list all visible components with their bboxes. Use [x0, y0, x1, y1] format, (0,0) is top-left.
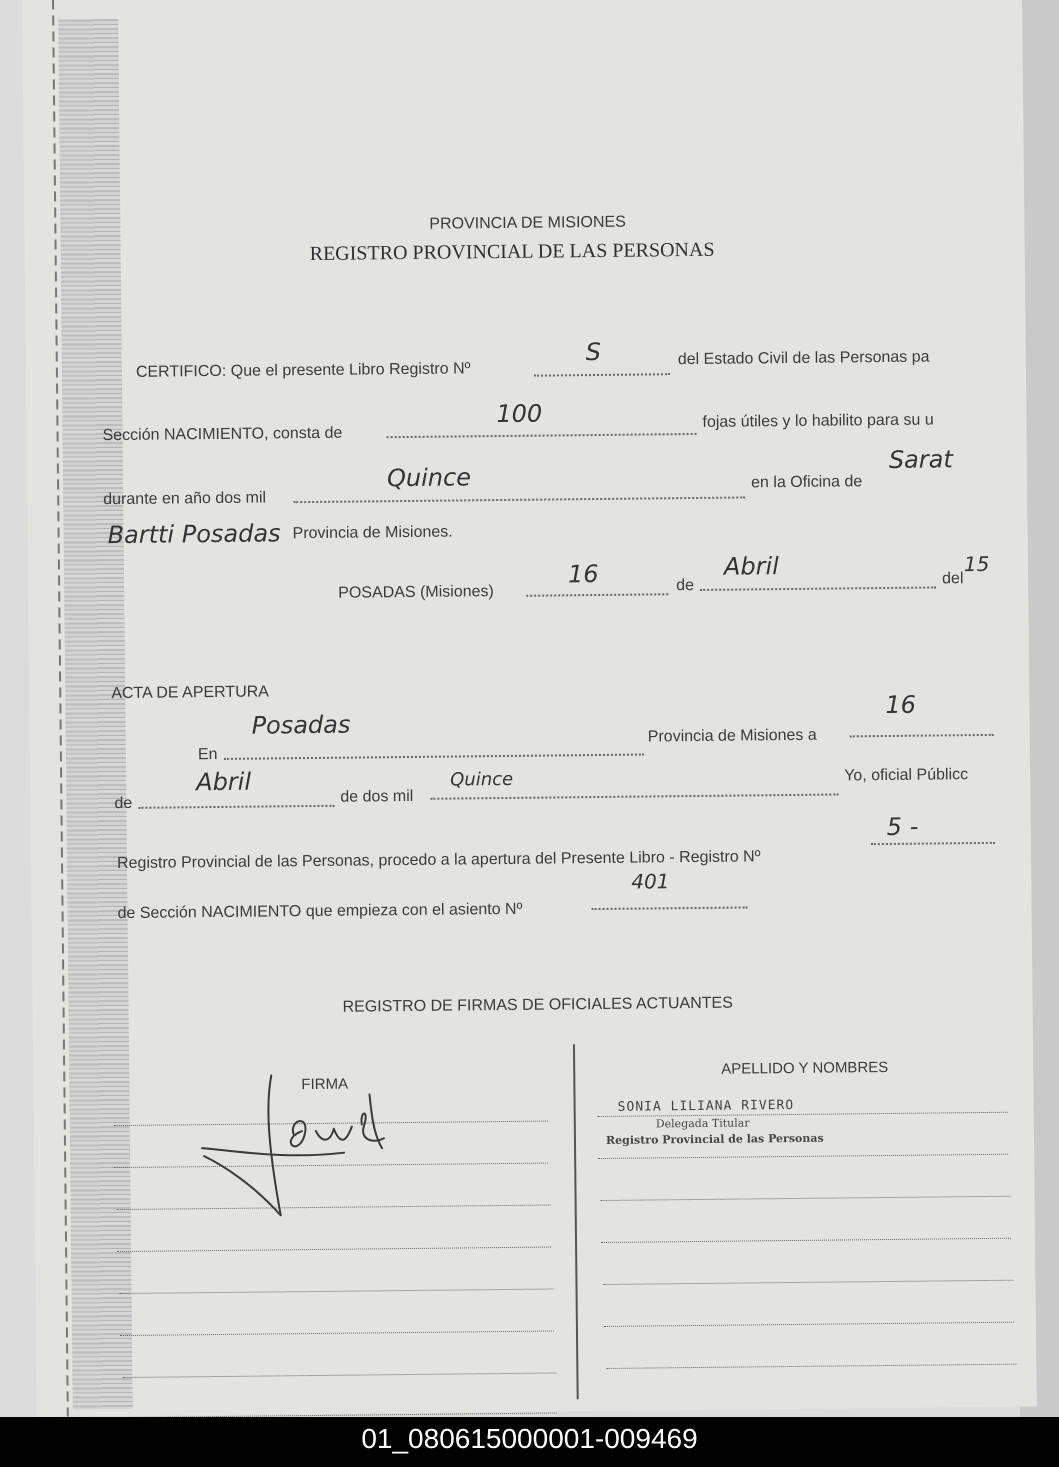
nombre-line	[601, 1196, 1011, 1201]
firma-line	[120, 1289, 554, 1295]
acta-day-dots	[850, 734, 994, 738]
stamp-org: Registro Provincial de las Personas	[605, 1131, 824, 1147]
province-heading: PROVINCIA DE MISIONES	[429, 213, 626, 233]
firma-line	[122, 1372, 556, 1378]
nombre-line	[598, 1154, 1008, 1159]
acta-registro-dots	[871, 842, 995, 845]
acta-registro-number: 5 -	[886, 812, 919, 841]
acta-province-label: Provincia de Misiones a	[647, 726, 817, 746]
acta-en-label: En	[197, 745, 218, 764]
document-sheet	[22, 0, 1037, 1417]
day-value: 16	[567, 559, 599, 589]
cert-line1-prefix: CERTIFICO: Que el presente Libro Registro Nº	[135, 360, 471, 381]
nombre-line	[606, 1364, 1016, 1369]
col-nombres-label: APELLIDO Y NOMBRES	[721, 1058, 889, 1078]
acta-month-value: Abril	[196, 767, 252, 797]
firma-line	[117, 1247, 551, 1253]
place-label: POSADAS (Misiones)	[338, 583, 494, 602]
acta-registro-text: Registro Provincial de las Personas, procedo a la apertura del Presente Libro - Registro Nº	[116, 848, 761, 873]
day-dots	[526, 593, 668, 596]
stamp-role: Delegada Titular	[655, 1116, 750, 1131]
cert-line3-suffix: en la Oficina de	[751, 473, 863, 492]
acta-seccion-text: de Sección NACIMIENTO que empieza con el asiento Nº	[117, 900, 523, 923]
acta-place-value: Posadas	[251, 710, 351, 740]
cert-line2-suffix: fojas útiles y lo habilito para su u	[702, 411, 934, 431]
acta-month-dots	[138, 805, 334, 809]
column-divider	[573, 1044, 579, 1399]
stamp-name: SONIA LILIANA RIVERO	[617, 1097, 795, 1115]
cert-line2-prefix: Sección NACIMIENTO, consta de	[102, 424, 343, 445]
acta-place-dots	[224, 754, 644, 760]
firma-line	[120, 1331, 554, 1337]
acta-oficial-label: Yo, oficial Públicc	[844, 766, 969, 785]
cert-line1-suffix: del Estado Civil de las Personas pa	[677, 348, 930, 369]
office-value: Sarat	[888, 445, 953, 474]
office-continuation: Bartti Posadas	[107, 519, 281, 550]
acta-asiento-dots	[592, 906, 748, 910]
acta-year-value: Quince	[450, 768, 514, 791]
nombre-line	[603, 1280, 1013, 1285]
year-dots	[293, 496, 745, 503]
de-label: de	[676, 576, 695, 595]
acta-title: ACTA DE APERTURA	[111, 683, 270, 703]
libro-number-value: S	[585, 337, 602, 367]
year-short-value: 15	[963, 551, 990, 577]
month-value: Abril	[723, 552, 779, 581]
fojas-dots	[387, 433, 697, 438]
firmas-title: REGISTRO DE FIRMAS DE OFICIALES ACTUANTES	[342, 994, 733, 1016]
nombre-line	[601, 1238, 1011, 1243]
acta-de-label: de	[114, 794, 133, 813]
nombre-line	[604, 1322, 1014, 1327]
month-dots	[700, 586, 936, 590]
cert-line4-suffix: Provincia de Misiones.	[292, 523, 453, 543]
cert-line3-prefix: durante en año dos mil	[103, 489, 267, 509]
acta-dos-mil-label: de dos mil	[340, 787, 414, 806]
acta-asiento-value: 401	[631, 869, 670, 894]
year-word-value: Quince	[386, 463, 472, 493]
del-label: del	[942, 570, 964, 588]
signature-mark	[183, 1064, 415, 1236]
col-firma-label: FIRMA	[301, 1075, 349, 1094]
acta-year-dots	[430, 793, 838, 799]
registry-heading: REGISTRO PROVINCIAL DE LAS PERSONAS	[309, 238, 715, 266]
binding-margin	[58, 19, 133, 1410]
libro-number-dots	[534, 373, 670, 376]
acta-day-value: 16	[885, 690, 917, 719]
fojas-value: 100	[496, 399, 543, 429]
document-id-footer: 01_080615000001-009469	[0, 1417, 1059, 1467]
